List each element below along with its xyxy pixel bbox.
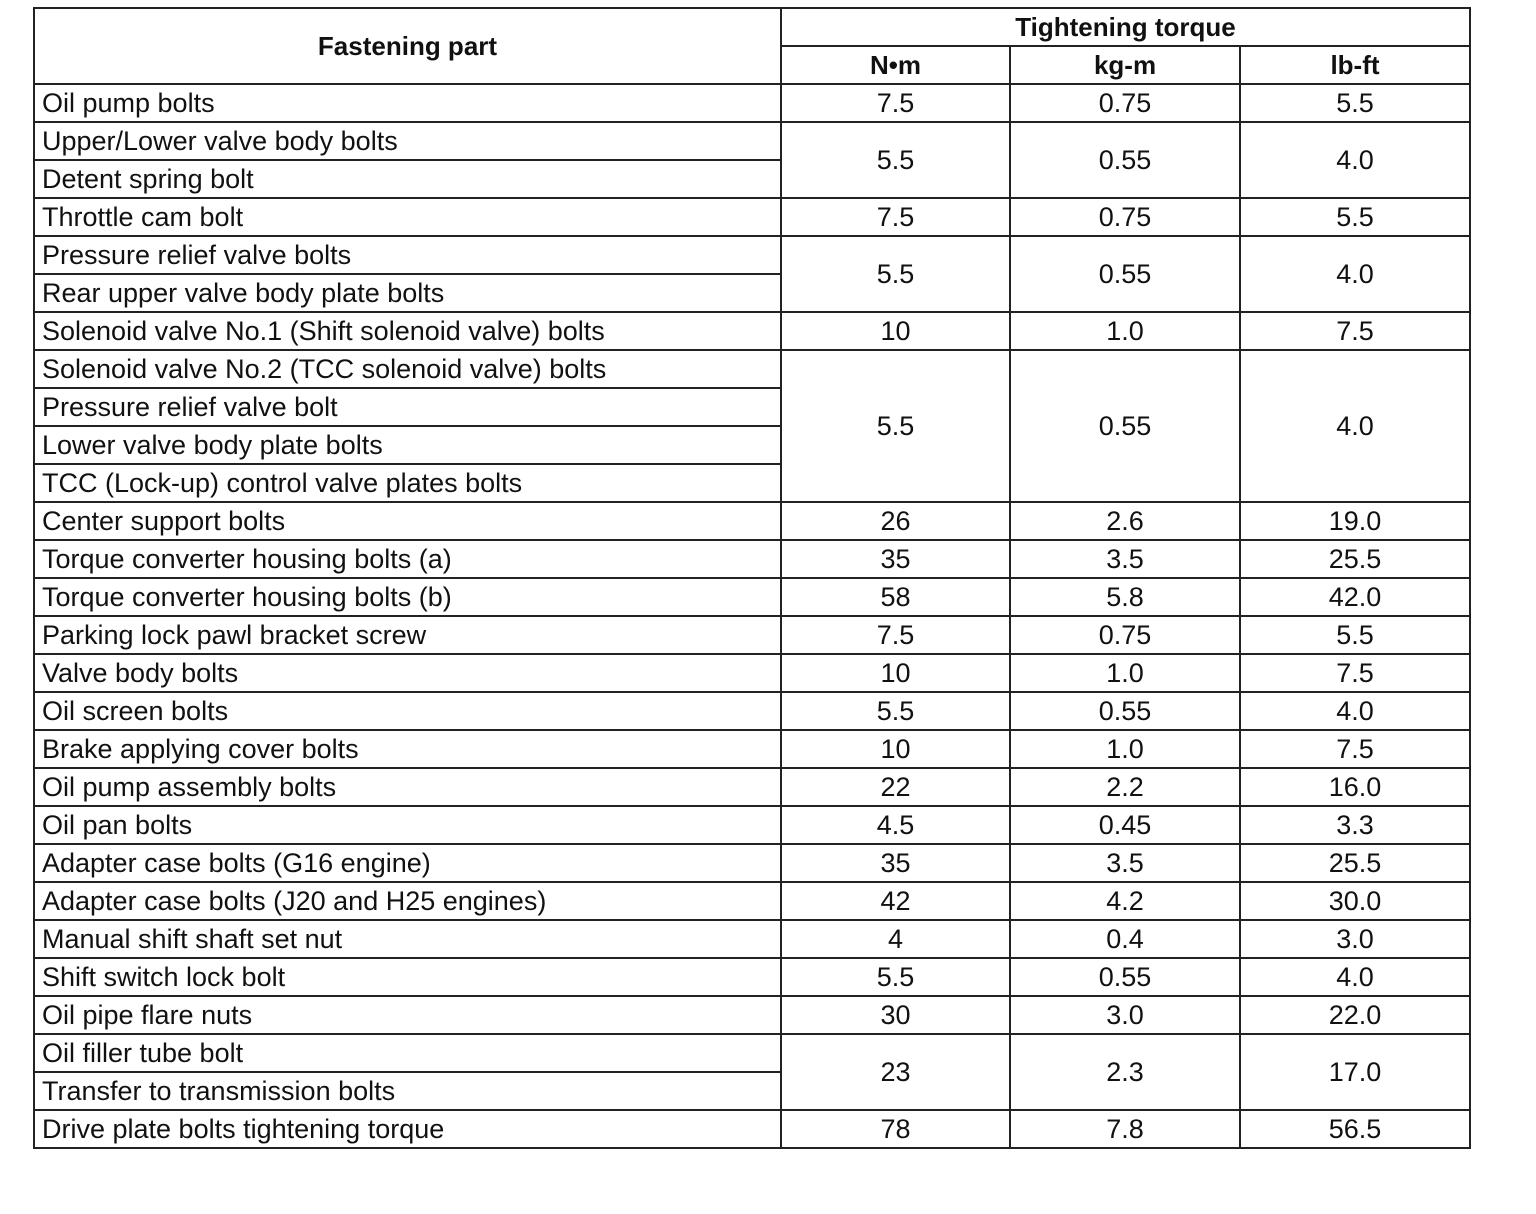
torque-lbft-cell: 16.0 — [1240, 768, 1470, 806]
torque-kgm-cell: 7.8 — [1010, 1110, 1240, 1148]
torque-nm-cell: 5.5 — [781, 122, 1010, 198]
torque-nm-cell: 10 — [781, 730, 1010, 768]
torque-kgm-cell: 0.45 — [1010, 806, 1240, 844]
torque-lbft-cell: 7.5 — [1240, 654, 1470, 692]
fastening-part-cell: Oil filler tube bolt — [34, 1034, 781, 1072]
table-row — [34, 236, 1470, 274]
torque-kgm-cell: 2.3 — [1010, 1034, 1240, 1110]
torque-kgm-cell: 0.75 — [1010, 84, 1240, 122]
torque-lbft-cell: 4.0 — [1240, 692, 1470, 730]
torque-nm-cell: 10 — [781, 312, 1010, 350]
torque-kgm-cell: 0.55 — [1010, 692, 1240, 730]
torque-lbft-cell: 4.0 — [1240, 122, 1470, 198]
fastening-part-cell: Oil screen bolts — [34, 692, 781, 730]
torque-lbft-cell: 5.5 — [1240, 84, 1470, 122]
unit-header-nm: N•m — [781, 46, 1010, 84]
torque-nm-cell: 30 — [781, 996, 1010, 1034]
torque-kgm-cell: 0.75 — [1010, 198, 1240, 236]
torque-lbft-cell: 19.0 — [1240, 502, 1470, 540]
fastening-part-cell: Transfer to transmission bolts — [34, 1072, 781, 1110]
torque-kgm-cell: 0.55 — [1010, 958, 1240, 996]
torque-nm-cell: 7.5 — [781, 84, 1010, 122]
torque-nm-cell: 22 — [781, 768, 1010, 806]
torque-lbft-cell: 25.5 — [1240, 540, 1470, 578]
torque-nm-cell: 7.5 — [781, 616, 1010, 654]
torque-kgm-cell: 0.75 — [1010, 616, 1240, 654]
table-row — [34, 730, 1470, 768]
fastening-part-cell: Parking lock pawl bracket screw — [34, 616, 781, 654]
torque-lbft-cell: 5.5 — [1240, 198, 1470, 236]
torque-nm-cell: 10 — [781, 654, 1010, 692]
table-row — [34, 84, 1470, 122]
torque-lbft-cell: 22.0 — [1240, 996, 1470, 1034]
table-row — [34, 350, 1470, 388]
table-row — [34, 654, 1470, 692]
torque-lbft-cell: 4.0 — [1240, 350, 1470, 502]
table-row — [34, 882, 1470, 920]
fastening-part-cell: Oil pump assembly bolts — [34, 768, 781, 806]
torque-nm-cell: 5.5 — [781, 236, 1010, 312]
table-row — [34, 312, 1470, 350]
table-row — [34, 806, 1470, 844]
torque-kgm-cell: 1.0 — [1010, 312, 1240, 350]
table-body — [34, 84, 1470, 1148]
header-row-top — [34, 8, 1470, 46]
torque-kgm-cell: 4.2 — [1010, 882, 1240, 920]
fastening-part-cell: Oil pump bolts — [34, 84, 781, 122]
torque-lbft-cell: 3.3 — [1240, 806, 1470, 844]
fastening-part-cell: Manual shift shaft set nut — [34, 920, 781, 958]
fastening-part-cell: Shift switch lock bolt — [34, 958, 781, 996]
torque-nm-cell: 35 — [781, 844, 1010, 882]
table-row — [34, 578, 1470, 616]
torque-spec-table — [33, 7, 1471, 1149]
table-row — [34, 692, 1470, 730]
torque-nm-cell: 7.5 — [781, 198, 1010, 236]
fastening-part-header: Fastening part — [34, 8, 781, 84]
torque-kgm-cell: 5.8 — [1010, 578, 1240, 616]
fastening-part-cell: Solenoid valve No.1 (Shift solenoid valve) bolts — [34, 312, 781, 350]
table-row — [34, 996, 1470, 1034]
fastening-part-cell: Solenoid valve No.2 (TCC solenoid valve) bolts — [34, 350, 781, 388]
torque-kgm-cell: 1.0 — [1010, 654, 1240, 692]
torque-lbft-cell: 42.0 — [1240, 578, 1470, 616]
torque-nm-cell: 35 — [781, 540, 1010, 578]
table-row — [34, 616, 1470, 654]
table-row — [34, 768, 1470, 806]
torque-kgm-cell: 0.55 — [1010, 236, 1240, 312]
fastening-part-cell: Oil pan bolts — [34, 806, 781, 844]
torque-lbft-cell: 7.5 — [1240, 730, 1470, 768]
fastening-part-cell: TCC (Lock-up) control valve plates bolts — [34, 464, 781, 502]
fastening-part-cell: Rear upper valve body plate bolts — [34, 274, 781, 312]
fastening-part-cell: Pressure relief valve bolts — [34, 236, 781, 274]
torque-lbft-cell: 25.5 — [1240, 844, 1470, 882]
table-row — [34, 502, 1470, 540]
torque-nm-cell: 23 — [781, 1034, 1010, 1110]
torque-lbft-cell: 17.0 — [1240, 1034, 1470, 1110]
torque-lbft-cell: 56.5 — [1240, 1110, 1470, 1148]
torque-lbft-cell: 3.0 — [1240, 920, 1470, 958]
torque-kgm-cell: 1.0 — [1010, 730, 1240, 768]
torque-nm-cell: 5.5 — [781, 958, 1010, 996]
table-row — [34, 122, 1470, 160]
fastening-part-cell: Brake applying cover bolts — [34, 730, 781, 768]
torque-nm-cell: 5.5 — [781, 692, 1010, 730]
torque-kgm-cell: 2.2 — [1010, 768, 1240, 806]
table-row — [34, 1034, 1470, 1072]
fastening-part-cell: Pressure relief valve bolt — [34, 388, 781, 426]
fastening-part-cell: Torque converter housing bolts (b) — [34, 578, 781, 616]
torque-kgm-cell: 3.0 — [1010, 996, 1240, 1034]
tightening-torque-header: Tightening torque — [781, 8, 1470, 46]
torque-nm-cell: 4 — [781, 920, 1010, 958]
torque-kgm-cell: 0.4 — [1010, 920, 1240, 958]
fastening-part-cell: Center support bolts — [34, 502, 781, 540]
torque-lbft-cell: 5.5 — [1240, 616, 1470, 654]
torque-lbft-cell: 7.5 — [1240, 312, 1470, 350]
fastening-part-cell: Throttle cam bolt — [34, 198, 781, 236]
torque-kgm-cell: 3.5 — [1010, 540, 1240, 578]
table-header — [34, 8, 1470, 84]
unit-header-lbft: lb-ft — [1240, 46, 1470, 84]
table-row — [34, 540, 1470, 578]
torque-lbft-cell: 4.0 — [1240, 236, 1470, 312]
torque-kgm-cell: 0.55 — [1010, 350, 1240, 502]
fastening-part-cell: Adapter case bolts (G16 engine) — [34, 844, 781, 882]
fastening-part-cell: Torque converter housing bolts (a) — [34, 540, 781, 578]
table-row — [34, 920, 1470, 958]
torque-nm-cell: 58 — [781, 578, 1010, 616]
table-row — [34, 958, 1470, 996]
table-row — [34, 198, 1470, 236]
fastening-part-cell: Drive plate bolts tightening torque — [34, 1110, 781, 1148]
fastening-part-cell: Upper/Lower valve body bolts — [34, 122, 781, 160]
torque-nm-cell: 5.5 — [781, 350, 1010, 502]
torque-nm-cell: 26 — [781, 502, 1010, 540]
fastening-part-cell: Oil pipe flare nuts — [34, 996, 781, 1034]
torque-nm-cell: 42 — [781, 882, 1010, 920]
torque-kgm-cell: 2.6 — [1010, 502, 1240, 540]
torque-nm-cell: 78 — [781, 1110, 1010, 1148]
table-row — [34, 844, 1470, 882]
fastening-part-cell: Adapter case bolts (J20 and H25 engines) — [34, 882, 781, 920]
torque-kgm-cell: 0.55 — [1010, 122, 1240, 198]
unit-header-kgm: kg-m — [1010, 46, 1240, 84]
fastening-part-cell: Valve body bolts — [34, 654, 781, 692]
table-row — [34, 1110, 1470, 1148]
torque-kgm-cell: 3.5 — [1010, 844, 1240, 882]
torque-lbft-cell: 30.0 — [1240, 882, 1470, 920]
fastening-part-cell: Lower valve body plate bolts — [34, 426, 781, 464]
torque-lbft-cell: 4.0 — [1240, 958, 1470, 996]
fastening-part-cell: Detent spring bolt — [34, 160, 781, 198]
torque-nm-cell: 4.5 — [781, 806, 1010, 844]
